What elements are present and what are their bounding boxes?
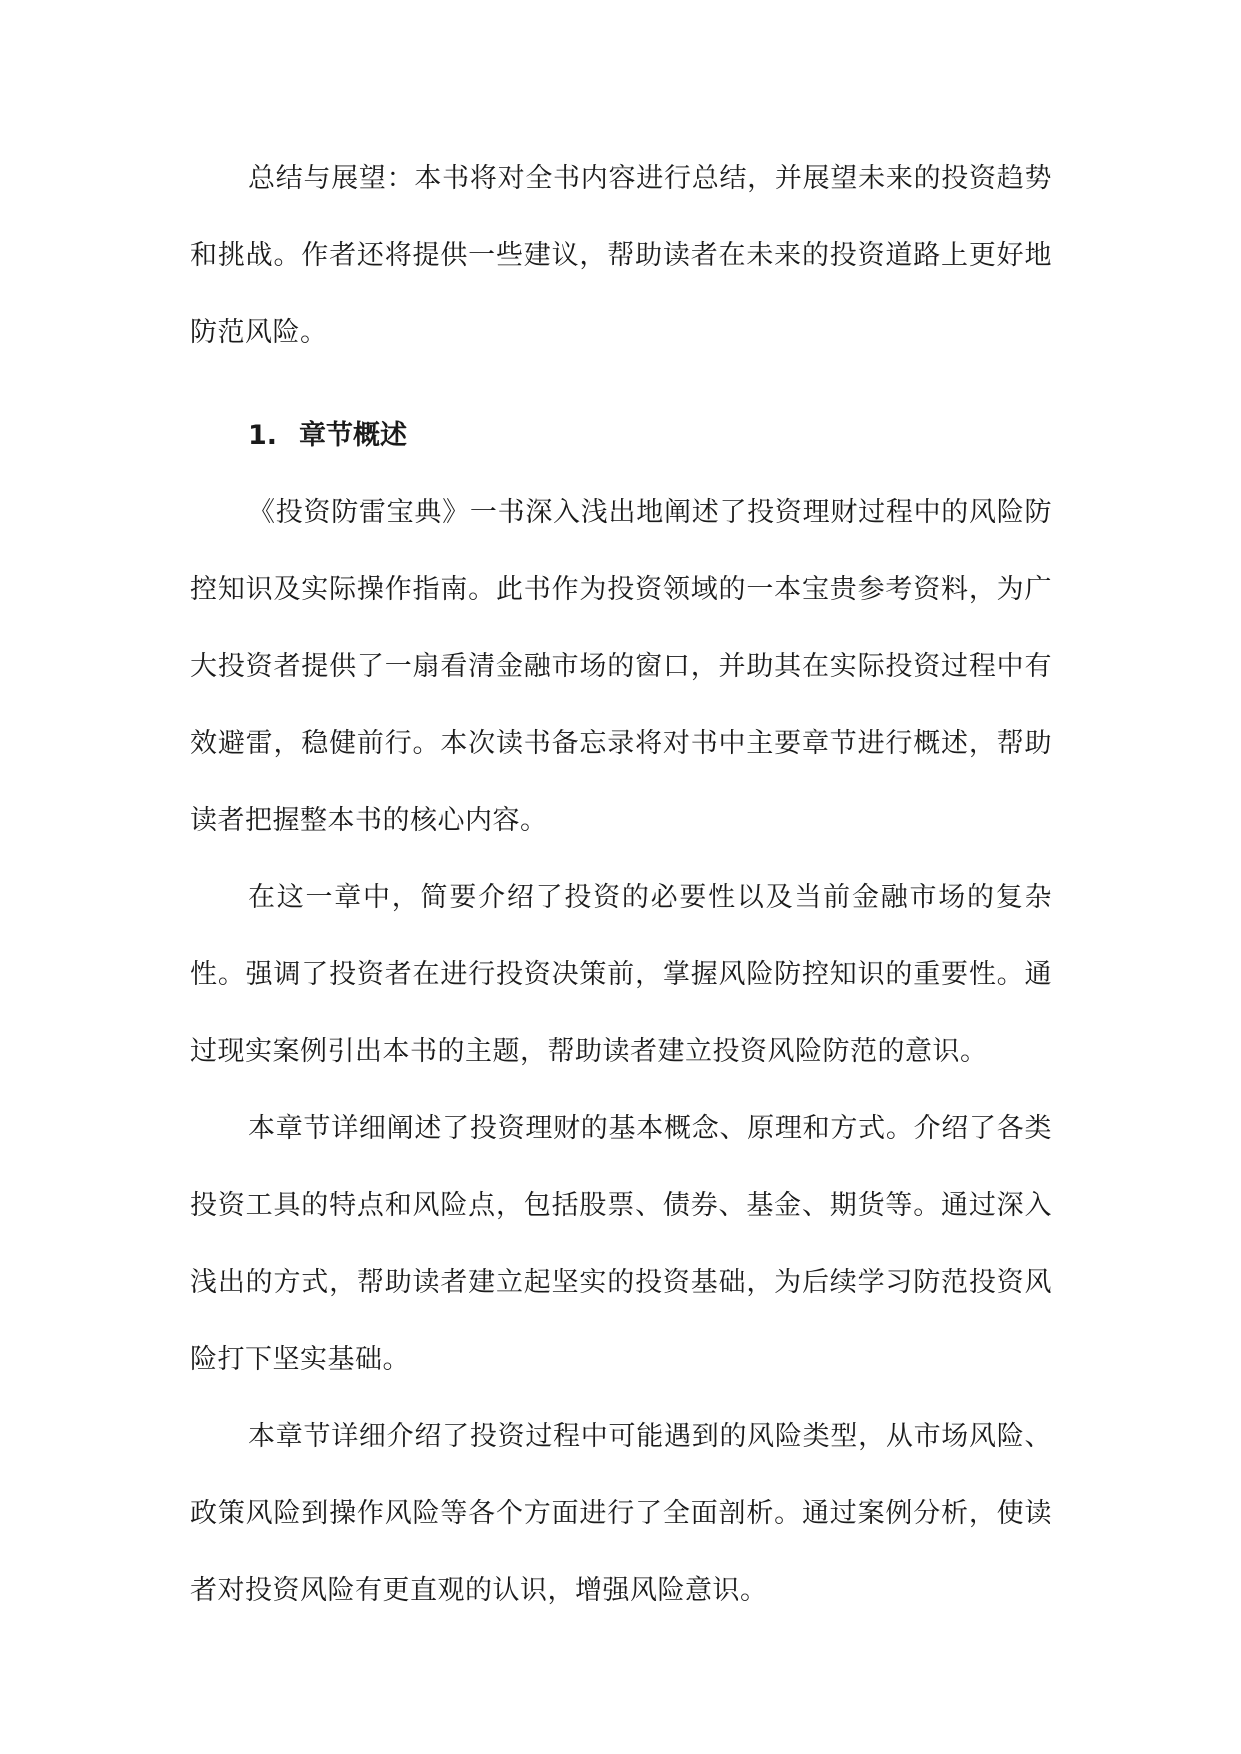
body-paragraph: 在这一章中，简要介绍了投资的必要性以及当前金融市场的复杂性。强调了投资者在进行投资决策前，掌握风险防控知识的重要性。通过现实案例引出本书的主题，帮助读者建立投资风险防范的意识。: [190, 882, 1052, 1067]
summary-paragraph: 总结与展望：本书将对全书内容进行总结，并展望未来的投资趋势和挑战。作者还将提供一些建议，帮助读者在未来的投资道路上更好地防范风险。: [190, 163, 1052, 348]
section-heading: [190, 397, 1052, 474]
body-paragraph: 《投资防雷宝典》一书深入浅出地阐述了投资理财过程中的风险防控知识及实际操作指南。此书作为投资领域的一本宝贵参考资料，为广大投资者提供了一扇看清金融市场的窗口，并助其在实际投资过程中有效避雷，稳健前行。本次读书备忘录将对书中主要章节进行概述，帮助读者把握整本书的核心内容。: [190, 497, 1052, 836]
body-paragraph: 本章节详细阐述了投资理财的基本概念、原理和方式。介绍了各类投资工具的特点和风险点，包括股票、债券、基金、期货等。通过深入浅出的方式，帮助读者建立起坚实的投资基础，为后续学习防范投资风险打下坚实基础。: [190, 1113, 1052, 1375]
body-paragraph: 本章节详细介绍了投资过程中可能遇到的风险类型，从市场风险、政策风险到操作风险等各个方面进行了全面剖析。通过案例分析，使读者对投资风险有更直观的认识，增强风险意识。: [190, 1421, 1052, 1606]
section-title: 章节概述: [299, 420, 408, 451]
section-number: 1.: [248, 420, 278, 451]
document-body: [190, 140, 1052, 1629]
